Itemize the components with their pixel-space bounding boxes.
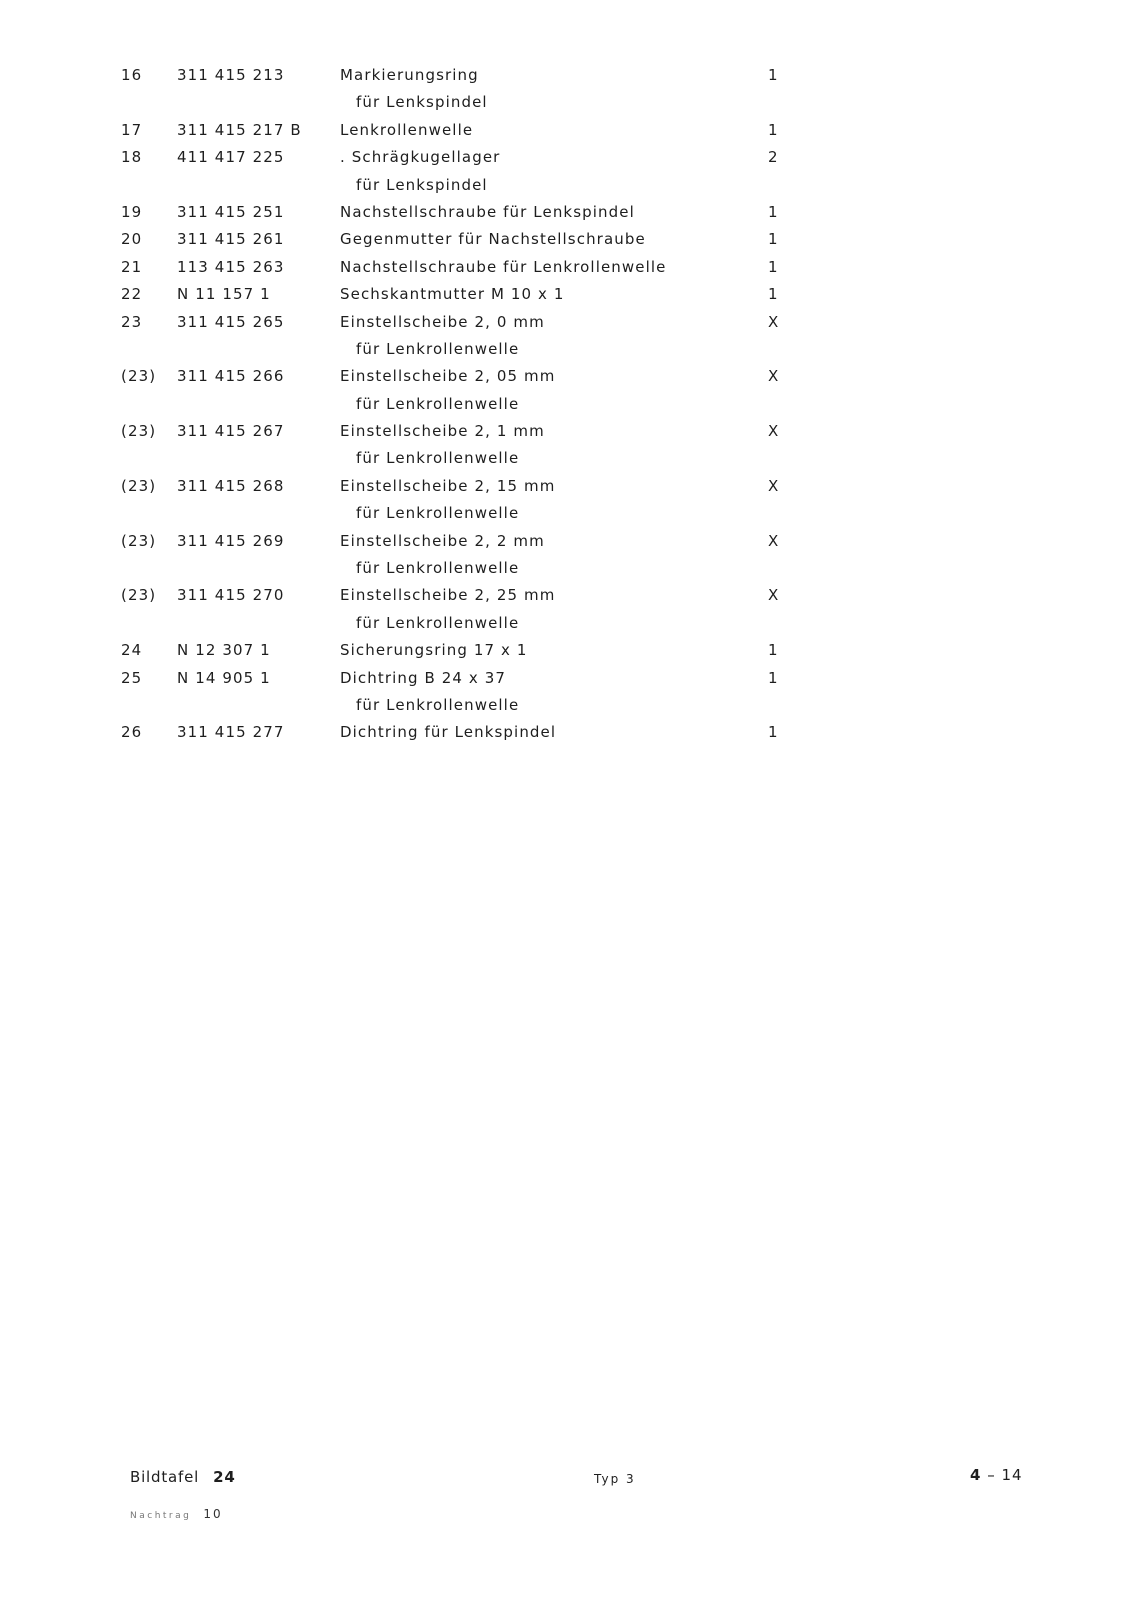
part-number: 311 415 251 bbox=[177, 202, 285, 221]
part-number: N 14 905 1 bbox=[177, 668, 271, 687]
part-description: Nachstellschraube für Lenkrollenwelle bbox=[340, 257, 667, 276]
part-description: für Lenkspindel bbox=[356, 175, 488, 194]
position-number: 16 bbox=[121, 66, 143, 84]
position-number: 26 bbox=[121, 723, 143, 742]
parts-row-continuation bbox=[0, 555, 1139, 582]
part-description: Einstellscheibe 2, 25 mm bbox=[340, 586, 556, 605]
position-number: 19 bbox=[121, 202, 143, 221]
plate-number: 24 bbox=[213, 1468, 236, 1486]
parts-row bbox=[0, 117, 1139, 144]
quantity: X bbox=[768, 367, 780, 386]
parts-row bbox=[0, 309, 1139, 336]
quantity: X bbox=[768, 422, 780, 441]
parts-row-continuation bbox=[0, 445, 1139, 472]
part-description: Dichtring für Lenkspindel bbox=[340, 723, 557, 742]
part-number: 311 415 217 B bbox=[177, 120, 302, 139]
part-number: 113 415 263 bbox=[177, 257, 285, 276]
quantity: 1 bbox=[768, 285, 779, 304]
part-description: Sicherungsring 17 x 1 bbox=[340, 641, 528, 660]
parts-row-continuation bbox=[0, 336, 1139, 363]
position-number: 24 bbox=[121, 641, 143, 660]
supplement-label: Nachtrag bbox=[130, 1511, 192, 1521]
quantity: 1 bbox=[768, 202, 779, 221]
quantity: 1 bbox=[768, 668, 779, 687]
part-number: 311 415 267 bbox=[177, 422, 285, 441]
part-description: für Lenkrollenwelle bbox=[356, 613, 520, 632]
part-description: für Lenkrollenwelle bbox=[356, 504, 520, 523]
part-description: Lenkrollenwelle bbox=[340, 120, 474, 139]
part-description: für Lenkrollenwelle bbox=[356, 559, 520, 578]
plate-reference bbox=[130, 1468, 236, 1486]
quantity: X bbox=[768, 586, 780, 605]
position-number: 23 bbox=[121, 312, 143, 331]
parts-row bbox=[0, 254, 1139, 281]
quantity: X bbox=[768, 312, 780, 331]
parts-row-continuation bbox=[0, 500, 1139, 527]
parts-row-continuation bbox=[0, 391, 1139, 418]
parts-row bbox=[0, 281, 1139, 308]
part-description: für Lenkrollenwelle bbox=[356, 394, 520, 413]
parts-row bbox=[0, 665, 1139, 692]
quantity: X bbox=[768, 531, 780, 550]
part-number: N 12 307 1 bbox=[177, 641, 271, 660]
page-number bbox=[970, 1466, 1023, 1484]
part-description: Einstellscheibe 2, 0 mm bbox=[340, 312, 545, 331]
part-description: Nachstellschraube für Lenkspindel bbox=[340, 202, 635, 221]
parts-row bbox=[0, 62, 1139, 89]
parts-row-continuation bbox=[0, 172, 1139, 199]
parts-row bbox=[0, 363, 1139, 390]
page-number-page: – 14 bbox=[981, 1466, 1023, 1484]
position-number: 22 bbox=[121, 285, 143, 304]
position-number: 25 bbox=[121, 668, 143, 687]
part-description: Einstellscheibe 2, 05 mm bbox=[340, 367, 556, 386]
position-number: (23) bbox=[121, 586, 157, 605]
position-number: (23) bbox=[121, 367, 157, 386]
parts-row bbox=[0, 418, 1139, 445]
position-number: (23) bbox=[121, 422, 157, 441]
parts-row-continuation bbox=[0, 692, 1139, 719]
part-number: 311 415 269 bbox=[177, 531, 285, 550]
quantity: 1 bbox=[768, 257, 779, 276]
parts-row bbox=[0, 199, 1139, 226]
part-description: Einstellscheibe 2, 2 mm bbox=[340, 531, 545, 550]
part-description: . Schrägkugellager bbox=[340, 148, 501, 167]
part-number: 311 415 265 bbox=[177, 312, 285, 331]
part-number: 411 417 225 bbox=[177, 148, 285, 167]
position-number: (23) bbox=[121, 531, 157, 550]
quantity: 2 bbox=[768, 148, 779, 167]
quantity: 1 bbox=[768, 66, 779, 84]
page-number-section: 4 bbox=[970, 1466, 982, 1484]
supplement-number: 10 bbox=[203, 1507, 223, 1521]
quantity: X bbox=[768, 476, 780, 495]
part-description: Dichtring B 24 x 37 bbox=[340, 668, 507, 687]
supplement-note bbox=[130, 1507, 223, 1521]
parts-row bbox=[0, 719, 1139, 746]
quantity: 1 bbox=[768, 230, 779, 249]
position-number: (23) bbox=[121, 476, 157, 495]
plate-label: Bildtafel bbox=[130, 1468, 200, 1486]
part-description: für Lenkrollenwelle bbox=[356, 339, 520, 358]
part-number: 311 415 270 bbox=[177, 586, 285, 605]
part-number: 311 415 213 bbox=[177, 66, 285, 84]
parts-row bbox=[0, 144, 1139, 171]
part-description: Einstellscheibe 2, 1 mm bbox=[340, 422, 545, 441]
parts-row-continuation bbox=[0, 89, 1139, 116]
parts-row bbox=[0, 528, 1139, 555]
quantity: 1 bbox=[768, 641, 779, 660]
position-number: 21 bbox=[121, 257, 143, 276]
part-number: 311 415 266 bbox=[177, 367, 285, 386]
part-number: 311 415 261 bbox=[177, 230, 285, 249]
position-number: 17 bbox=[121, 120, 143, 139]
part-description: Markierungsring bbox=[340, 66, 479, 84]
part-description: für Lenkrollenwelle bbox=[356, 449, 520, 468]
part-number: 311 415 268 bbox=[177, 476, 285, 495]
parts-row bbox=[0, 637, 1139, 664]
part-description: Einstellscheibe 2, 15 mm bbox=[340, 476, 556, 495]
quantity: 1 bbox=[768, 120, 779, 139]
parts-row bbox=[0, 473, 1139, 500]
part-description: Gegenmutter für Nachstellschraube bbox=[340, 230, 646, 249]
part-description: für Lenkrollenwelle bbox=[356, 695, 520, 714]
parts-row bbox=[0, 226, 1139, 253]
position-number: 18 bbox=[121, 148, 143, 167]
part-number: N 11 157 1 bbox=[177, 285, 271, 304]
part-description: für Lenkspindel bbox=[356, 93, 488, 112]
type-label: Typ 3 bbox=[594, 1472, 636, 1486]
part-number: 311 415 277 bbox=[177, 723, 285, 742]
position-number: 20 bbox=[121, 230, 143, 249]
parts-row-continuation bbox=[0, 610, 1139, 637]
quantity: 1 bbox=[768, 723, 779, 742]
parts-list bbox=[0, 62, 1139, 747]
part-description: Sechskantmutter M 10 x 1 bbox=[340, 285, 565, 304]
parts-row bbox=[0, 582, 1139, 609]
